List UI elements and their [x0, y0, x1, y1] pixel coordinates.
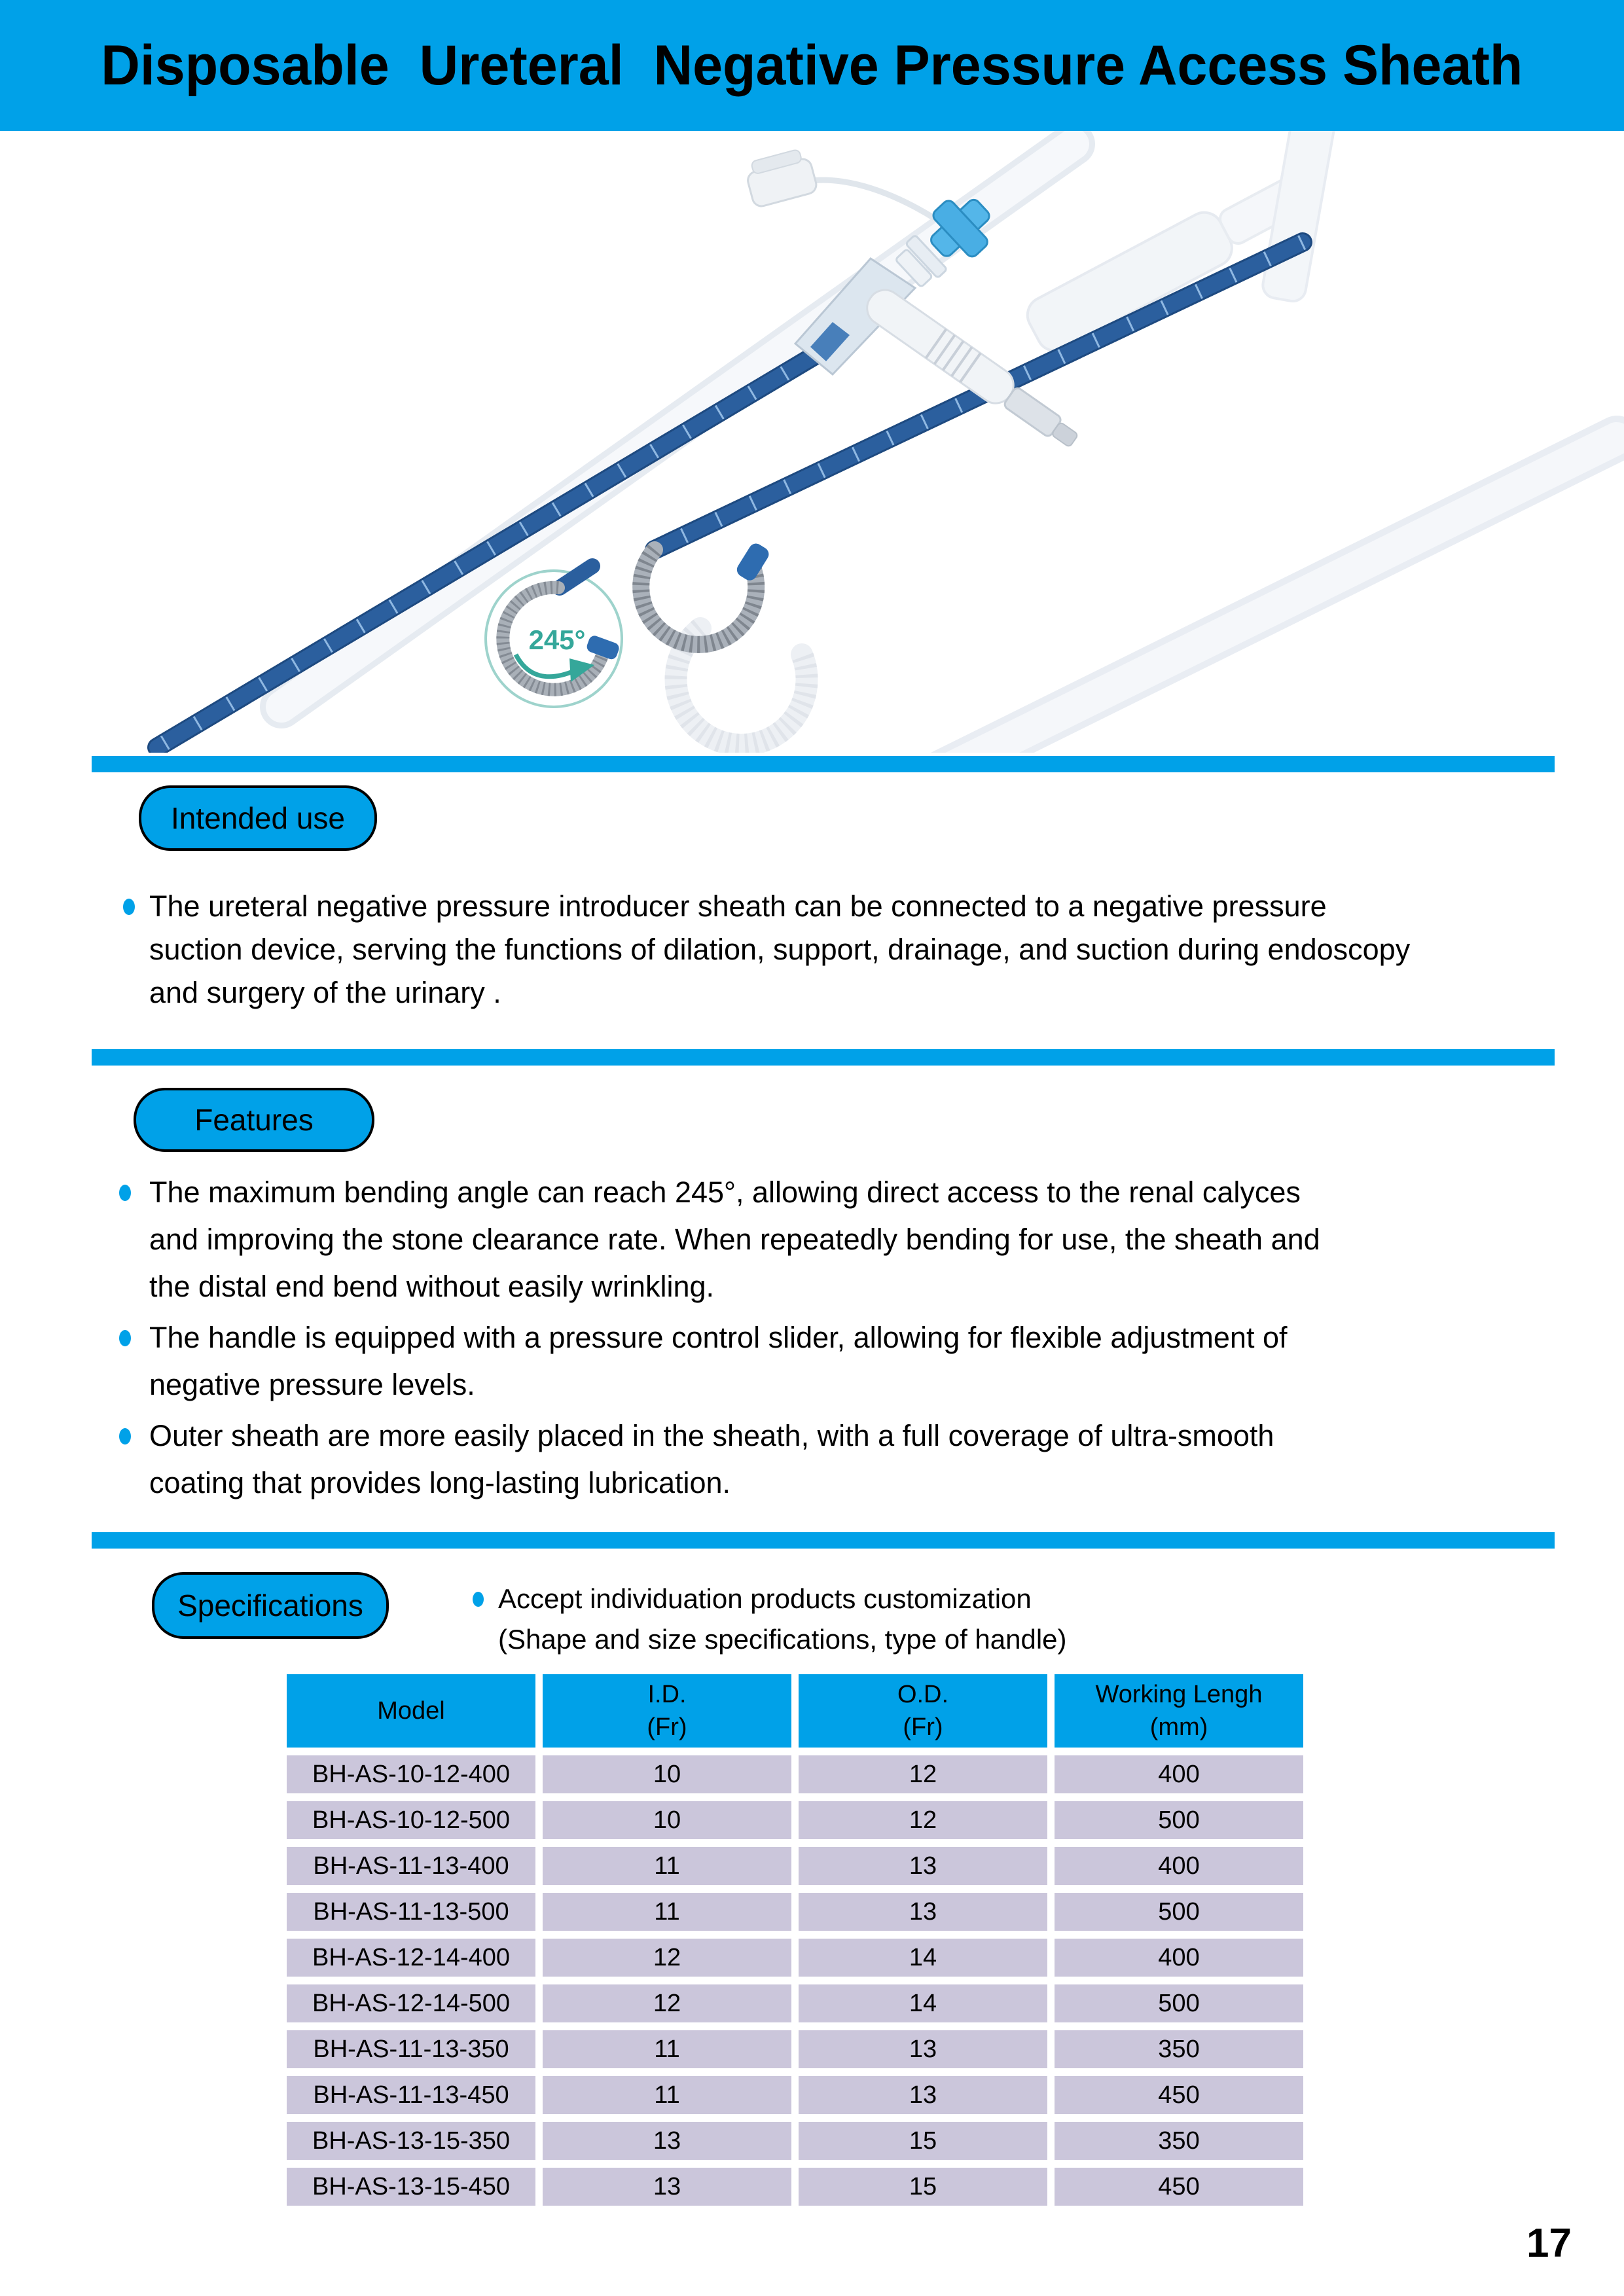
- specifications-label: Specifications: [177, 1588, 363, 1623]
- feature-line: The maximum bending angle can reach 245°, allowing direct access to the renal calyces: [149, 1175, 1301, 1209]
- intended-use-heading: [139, 785, 377, 851]
- spec-value-cell: 13: [799, 1847, 1047, 1885]
- spec-table-row: [287, 2122, 1303, 2160]
- feature-line: the distal end bend without easily wrinkling.: [149, 1270, 714, 1303]
- feature-line: coating that provides long-lasting lubrication.: [149, 1466, 731, 1499]
- bend-angle-label: 245°: [528, 624, 586, 655]
- col-header-od: O.D. (Fr): [799, 1674, 1047, 1748]
- spec-value-cell: 10: [543, 1801, 791, 1839]
- spec-table-row: [287, 1755, 1303, 1793]
- section-divider: [92, 756, 1555, 772]
- features-heading: [134, 1088, 374, 1152]
- bullet-dot-icon: [119, 1330, 131, 1346]
- model-cell: BH-AS-11-13-400: [287, 1847, 535, 1885]
- model-cell: BH-AS-11-13-450: [287, 2076, 535, 2114]
- specifications-heading: [152, 1572, 389, 1639]
- feature-item: [119, 1314, 1320, 1408]
- spec-value-cell: 12: [799, 1801, 1047, 1839]
- spec-value-cell: 450: [1055, 2168, 1303, 2206]
- spec-table: [280, 1666, 1310, 2214]
- coil-tip: [734, 541, 772, 583]
- spec-note-line: Accept individuation products customization: [498, 1583, 1032, 1614]
- model-cell: BH-AS-13-15-450: [287, 2168, 535, 2206]
- spec-value-cell: 450: [1055, 2076, 1303, 2114]
- spec-table-row: [287, 1893, 1303, 1931]
- features-label: Features: [194, 1103, 314, 1137]
- protective-cap: [743, 147, 818, 208]
- feature-line: Outer sheath are more easily placed in the sheath, with a full coverage of ultra-smooth: [149, 1419, 1274, 1452]
- spec-value-cell: 500: [1055, 1893, 1303, 1931]
- spec-value-cell: 11: [543, 1893, 791, 1931]
- spec-value-cell: 12: [543, 1939, 791, 1977]
- spec-value-cell: 13: [799, 2076, 1047, 2114]
- col-header-working-length: Working Lengh (mm): [1055, 1674, 1303, 1748]
- bullet-dot-icon: [473, 1592, 484, 1607]
- intended-use-line: The ureteral negative pressure introducer sheath can be connected to a negative pressure: [149, 889, 1327, 923]
- spec-table-row: [287, 1984, 1303, 2022]
- col-header-model: Model: [287, 1674, 535, 1748]
- bullet-dot-icon: [123, 899, 135, 915]
- spec-value-cell: 11: [543, 1847, 791, 1885]
- feature-item: [119, 1169, 1320, 1310]
- spec-value-cell: 12: [543, 1984, 791, 2022]
- product-illustration: [0, 131, 1624, 753]
- spec-value-cell: 10: [543, 1755, 791, 1793]
- spec-value-cell: 14: [799, 1984, 1047, 2022]
- section-divider: [92, 1049, 1555, 1066]
- inner-sheath-tube-left: [157, 353, 818, 747]
- spec-value-cell: 350: [1055, 2122, 1303, 2160]
- spec-value-cell: 15: [799, 2122, 1047, 2160]
- bullet-dot-icon: [119, 1185, 131, 1201]
- col-header-id: I.D. (Fr): [543, 1674, 791, 1748]
- features-list: [119, 1169, 1320, 1511]
- feature-item: [119, 1412, 1320, 1507]
- spec-value-cell: 400: [1055, 1755, 1303, 1793]
- feature-line: and improving the stone clearance rate. When repeatedly bending for use, the sheath and: [149, 1223, 1320, 1256]
- spec-value-cell: 500: [1055, 1801, 1303, 1839]
- spec-value-cell: 15: [799, 2168, 1047, 2206]
- spec-note-line: (Shape and size specifications, type of handle): [498, 1624, 1067, 1655]
- feature-line: The handle is equipped with a pressure control slider, allowing for flexible adjustment of: [149, 1321, 1288, 1354]
- feature-line: negative pressure levels.: [149, 1368, 475, 1401]
- spec-value-cell: 14: [799, 1939, 1047, 1977]
- intended-use-paragraph: [123, 885, 1410, 1014]
- spec-table-wrap: [280, 1666, 1310, 2214]
- spec-table-row: [287, 1939, 1303, 1977]
- spec-note-lines: [498, 1579, 1067, 1660]
- model-cell: BH-AS-11-13-500: [287, 1893, 535, 1931]
- spec-value-cell: 11: [543, 2076, 791, 2114]
- model-cell: BH-AS-10-12-400: [287, 1755, 535, 1793]
- section-divider: [92, 1532, 1555, 1549]
- spec-table-row: [287, 2168, 1303, 2206]
- spec-value-cell: 13: [543, 2168, 791, 2206]
- intended-use-lines: [149, 885, 1410, 1014]
- model-cell: BH-AS-10-12-500: [287, 1801, 535, 1839]
- inner-sheath-tube-right: [641, 242, 1303, 645]
- customization-note: [473, 1579, 1067, 1660]
- model-cell: BH-AS-12-14-500: [287, 1984, 535, 2022]
- page-number: 17: [1526, 2221, 1572, 2266]
- spec-value-cell: 350: [1055, 2030, 1303, 2068]
- spec-table-row: [287, 2030, 1303, 2068]
- spec-value-cell: 13: [799, 1893, 1047, 1931]
- spec-table-row: [287, 1801, 1303, 1839]
- spec-value-cell: 500: [1055, 1984, 1303, 2022]
- spec-value-cell: 13: [543, 2122, 791, 2160]
- spec-value-cell: 400: [1055, 1847, 1303, 1885]
- bend-angle-inset: [486, 566, 622, 707]
- sheath-illustration-svg: [0, 131, 1624, 753]
- spec-value-cell: 12: [799, 1755, 1047, 1793]
- spec-table-row: [287, 1847, 1303, 1885]
- model-cell: BH-AS-12-14-400: [287, 1939, 535, 1977]
- spec-value-cell: 11: [543, 2030, 791, 2068]
- page-title: Disposable Ureteral Negative Pressure Access Sheath: [101, 33, 1523, 97]
- spec-table-header-row: [287, 1674, 1303, 1748]
- page-header-banner: [0, 0, 1624, 131]
- intended-use-line: and surgery of the urinary .: [149, 976, 501, 1009]
- spec-table-row: [287, 2076, 1303, 2114]
- spec-value-cell: 13: [799, 2030, 1047, 2068]
- spec-value-cell: 400: [1055, 1939, 1303, 1977]
- bullet-dot-icon: [119, 1428, 131, 1444]
- model-cell: BH-AS-13-15-350: [287, 2122, 535, 2160]
- model-cell: BH-AS-11-13-350: [287, 2030, 535, 2068]
- intended-use-line: suction device, serving the functions of dilation, support, drainage, and suction during endoscopy: [149, 933, 1411, 966]
- spec-table-body: [287, 1755, 1303, 2206]
- intended-use-label: Intended use: [170, 801, 345, 835]
